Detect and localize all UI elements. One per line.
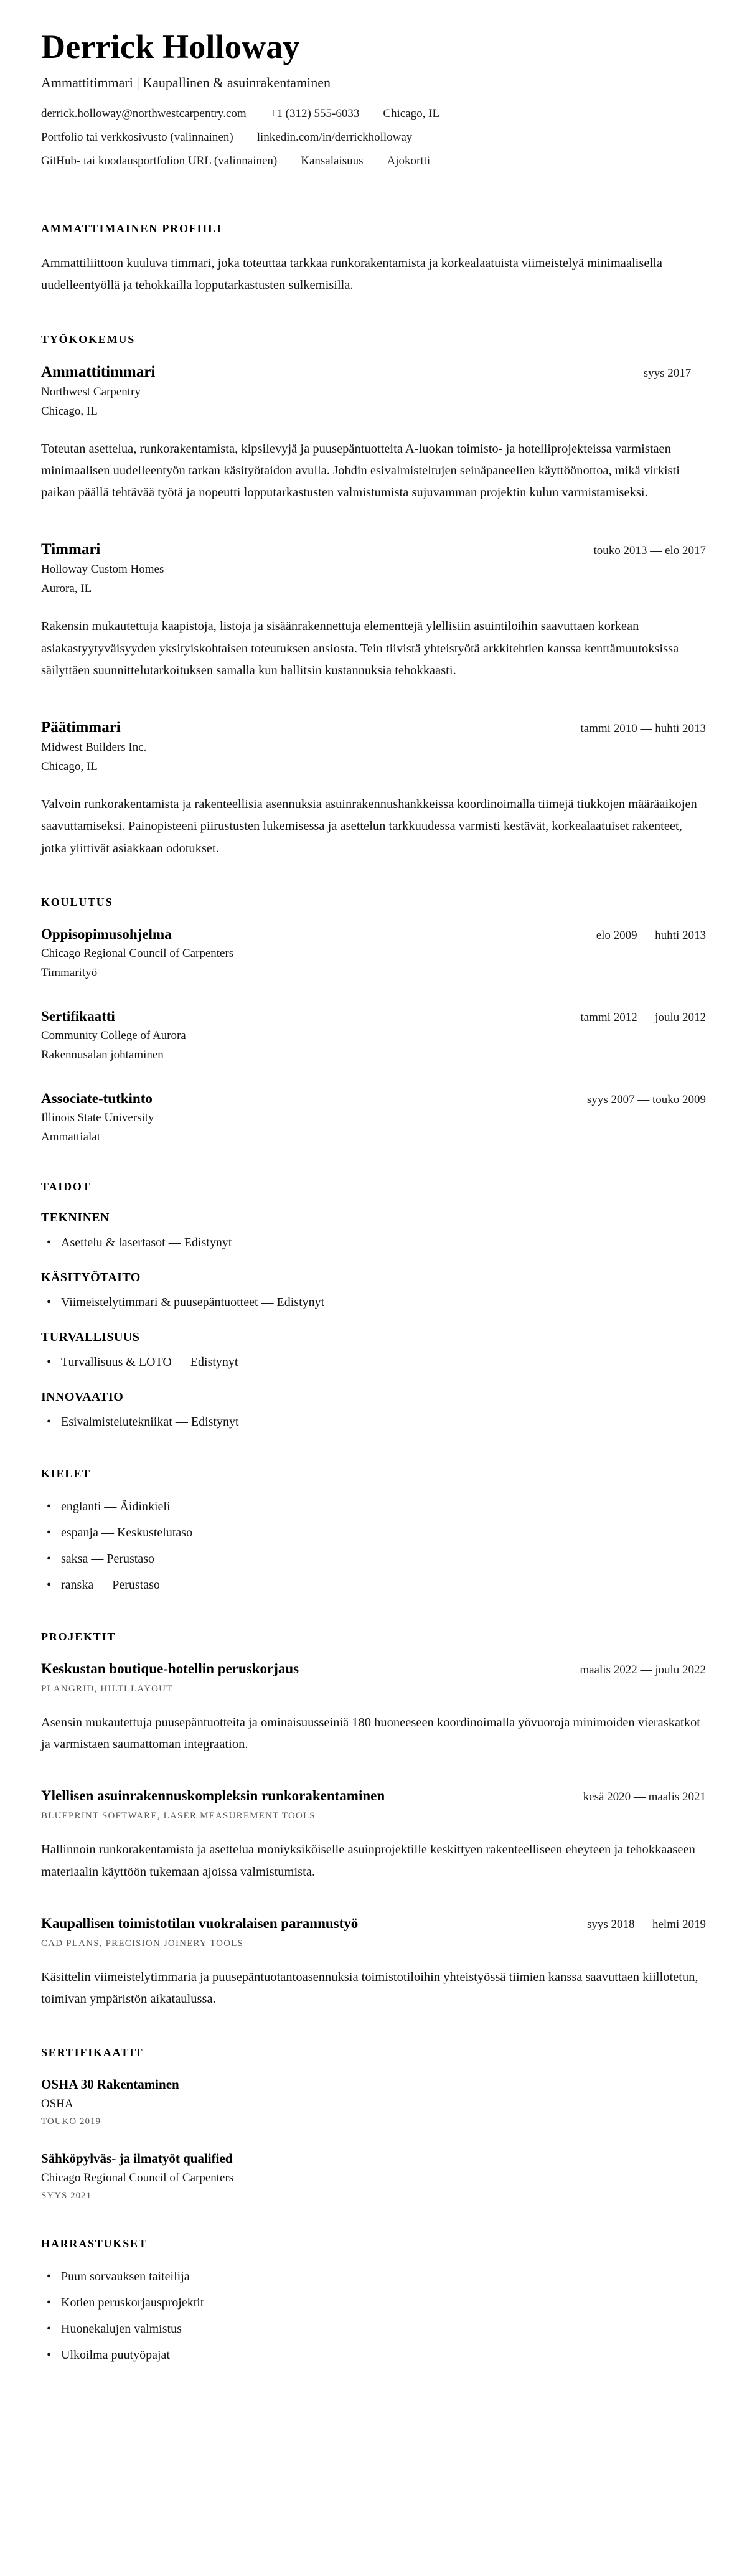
language-list [41, 1498, 706, 1594]
phone-number: +1 (312) 555-6033 [270, 107, 360, 120]
job-company: Holloway Custom Homes [41, 563, 164, 576]
linkedin-link[interactable]: linkedin.com/in/derrickholloway [256, 131, 413, 144]
language-item: • espanja — Keskustelutaso [41, 1524, 706, 1542]
certification-date: SYYS 2021 [41, 2191, 92, 2201]
job-location: Chicago, IL [41, 760, 98, 773]
certifications-heading: SERTIFIKAATIT [41, 2046, 144, 2059]
job-dates: touko 2013 — elo 2017 [593, 544, 706, 558]
project-tools: PLANGRID, HILTI LAYOUT [41, 1683, 173, 1694]
degree-title: Oppisopimusohjelma [41, 926, 172, 942]
language-item: • englanti — Äidinkieli [41, 1498, 706, 1516]
skill-list [41, 1234, 706, 1252]
portfolio-placeholder: Portfolio tai verkkosivusto (valinnainen) [41, 131, 233, 144]
project-description: Hallinnoin runkorakentamista ja asettelua moniyksiköiselle asuinprojektille keskittyen rakenteelliseen eheyteen ja tehokkaaseen materiaalin käyttöön tukemaan ajoissa valmistumista. [41, 1843, 695, 1879]
section-hobbies [41, 2237, 706, 2364]
email-link[interactable]: derrick.holloway@northwestcarpentry.com [41, 107, 247, 120]
skill-group [41, 1211, 706, 1252]
degree-title: Sertifikaatti [41, 1008, 115, 1024]
education-heading: KOULUTUS [41, 895, 113, 908]
job-header [41, 364, 706, 381]
certification-date: TOUKO 2019 [41, 2117, 101, 2127]
hobby-item: • Huonekalujen valmistus [41, 2320, 706, 2338]
project-dates: kesä 2020 — maalis 2021 [583, 1790, 706, 1804]
hobbies-heading: HARRASTUKSET [41, 2237, 148, 2250]
skill-list [41, 1353, 706, 1371]
education-dates: tammi 2012 — joulu 2012 [580, 1010, 706, 1024]
contact-row-3 [41, 154, 706, 168]
hobby-list [41, 2268, 706, 2364]
contact-row-2 [41, 131, 706, 144]
education-header [41, 926, 706, 942]
section-education [41, 896, 706, 1144]
skill-item: • Esivalmistelutekniikat — Edistynyt [41, 1413, 706, 1431]
job-description: Rakensin mukautettuja kaapistoja, listoja ja sisäänrakennettuja elementtejä ylellisiin asuintiloihin saavuttaen korkean asiakastyytyväisyyden yksityiskohtaisen toteutuksen ansiosta. Tein tiivistä yhteistyötä arkkitehtien kanssa kenttämuutoksissa säilyttäen suunnittelutarkoituksen samalla kun hallitsin kustannuksia tehokkaasti. [41, 619, 679, 677]
education-header [41, 1091, 706, 1107]
section-profile [41, 222, 706, 297]
project-title: Keskustan boutique-hotellin peruskorjaus [41, 1660, 299, 1676]
section-projects [41, 1630, 706, 2011]
contact-row-1 [41, 107, 706, 121]
project-title: Kaupallisen toimistotilan vuokralaisen parannustyö [41, 1915, 359, 1931]
education-entry [41, 1091, 706, 1144]
job-header [41, 719, 706, 736]
field-of-study: Ammattialat [41, 1130, 100, 1144]
job-entry [41, 364, 706, 504]
skill-list [41, 1413, 706, 1431]
language-item: • ranska — Perustaso [41, 1576, 706, 1594]
education-entry [41, 1008, 706, 1062]
citizenship-label: Kansalaisuus [301, 154, 364, 167]
education-dates: syys 2007 — touko 2009 [586, 1093, 706, 1106]
job-header [41, 541, 706, 558]
job-dates: syys 2017 — [643, 366, 706, 380]
job-description: Valvoin runkorakentamista ja rakenteellisia asennuksia asuinrakennushankkeissa koordinoimalla tiimejä tiukkojen määräaikojen saavuttamiseksi. Painopisteeni piirustusten lukemisessa ja asettelun tarkkuudessa varmisti kestävät, korkealaatuiset rakenteet, jotka ylittivät asiakkaan odotukset. [41, 797, 697, 855]
education-header [41, 1008, 706, 1025]
hobby-item: • Kotien peruskorjausprojektit [41, 2294, 706, 2312]
profile-heading: AMMATTIMAINEN PROFIILI [41, 222, 222, 235]
hobby-item: • Ulkoilma puutyöpajat [41, 2346, 706, 2364]
certification-entry [41, 2151, 706, 2201]
project-entry [41, 1661, 706, 1756]
job-title: Timmari [41, 541, 101, 558]
job-title: Ammattitimmari [41, 363, 156, 380]
project-entry [41, 1916, 706, 2011]
project-tools: BLUEPRINT SOFTWARE, LASER MEASUREMENT TOOLS [41, 1811, 316, 1822]
skill-group [41, 1330, 706, 1371]
skill-group-name: TEKNINEN [41, 1210, 110, 1225]
drivers-license-label: Ajokortti [387, 154, 431, 167]
resume-header [41, 27, 706, 186]
school-name: Illinois State University [41, 1111, 154, 1124]
skill-item: • Viimeistelytimmari & puusepäntuotteet — Edistynyt [41, 1294, 706, 1312]
project-entry [41, 1788, 706, 1883]
skill-group-name: INNOVAATIO [41, 1389, 124, 1404]
job-location: Aurora, IL [41, 582, 92, 596]
job-title: Päätimmari [41, 719, 121, 736]
education-entry [41, 926, 706, 980]
github-placeholder: GitHub- tai koodausportfolion URL (valinnainen) [41, 154, 278, 167]
certification-name: Sähköpylväs- ja ilmatyöt qualified [41, 2151, 233, 2166]
education-dates: elo 2009 — huhti 2013 [596, 928, 706, 942]
projects-heading: PROJEKTIT [41, 1630, 116, 1643]
job-dates: tammi 2010 — huhti 2013 [580, 722, 706, 735]
person-name: Derrick Holloway [41, 28, 300, 65]
field-of-study: Timmarityö [41, 966, 98, 979]
skill-group-name: TURVALLISUUS [41, 1330, 140, 1344]
skill-group [41, 1271, 706, 1312]
language-item: • saksa — Perustaso [41, 1550, 706, 1568]
field-of-study: Rakennusalan johtaminen [41, 1048, 164, 1061]
skill-group [41, 1390, 706, 1431]
section-certifications [41, 2046, 706, 2201]
certification-issuer: Chicago Regional Council of Carpenters [41, 2171, 234, 2185]
project-header [41, 1788, 706, 1804]
project-dates: maalis 2022 — joulu 2022 [580, 1663, 706, 1676]
school-name: Chicago Regional Council of Carpenters [41, 946, 234, 960]
skill-item: • Turvallisuus & LOTO — Edistynyt [41, 1353, 706, 1371]
location-text: Chicago, IL [383, 107, 440, 120]
project-title: Ylellisen asuinrakennuskompleksin runkorakentaminen [41, 1788, 385, 1804]
job-description: Toteutan asettelua, runkorakentamista, kipsilevyjä ja puusepäntuotteita A-luokan toimisto- ja hotelliprojekteissa varmistaen minimaalisen uudelleentyön tarkan käsityötaidon avulla. Johdin esivalmisteltujen seinäpaneelien käyttöönottoa, mikä virkisti paikan päällä tehtävää työtä ja nopeutti lopputarkastusten valmistumista sujuvamman projektin kulun varmistamiseksi. [41, 441, 680, 499]
job-location: Chicago, IL [41, 404, 98, 418]
certification-entry [41, 2077, 706, 2127]
skill-group-name: KÄSITYÖTAITO [41, 1270, 141, 1284]
project-description: Käsittelin viimeistelytimmaria ja puusepäntuotantoasennuksia toimistotiloihin yhteistyössä tiimien kanssa saavuttaen kiillotetun, toimivan ympäristön aikataulussa. [41, 1970, 698, 2006]
skill-item: • Asettelu & lasertasot — Edistynyt [41, 1234, 706, 1252]
certification-issuer: OSHA [41, 2097, 73, 2111]
section-skills [41, 1180, 706, 1431]
hobby-item: • Puun sorvauksen taiteilija [41, 2268, 706, 2286]
job-company: Midwest Builders Inc. [41, 741, 147, 754]
job-entry [41, 541, 706, 682]
profile-text: Ammattiliittoon kuuluva timmari, joka toteuttaa tarkkaa runkorakentamista ja korkealaatuista viimeistelyä minimaalisella uudelleentyöllä ja tehokkailla lopputarkastusten sulkemisilla. [41, 256, 662, 293]
certification-name: OSHA 30 Rakentaminen [41, 2077, 179, 2092]
degree-title: Associate-tutkinto [41, 1090, 153, 1106]
section-experience [41, 333, 706, 860]
school-name: Community College of Aurora [41, 1028, 186, 1042]
section-languages [41, 1467, 706, 1594]
skill-list [41, 1294, 706, 1312]
project-header [41, 1661, 706, 1677]
headline: Ammattitimmari | Kaupallinen & asuinrakentaminen [41, 75, 331, 90]
languages-heading: KIELET [41, 1467, 91, 1480]
project-tools: CAD PLANS, PRECISION JOINERY TOOLS [41, 1938, 244, 1948]
job-entry [41, 719, 706, 860]
experience-heading: TYÖKOKEMUS [41, 332, 136, 346]
project-description: Asensin mukautettuja puusepäntuotteita ja ominaisuusseiniä 180 huoneeseen koordinoimalla yövuoroja minimoiden vieraskatkot ja varmistaen saumattoman integraation. [41, 1715, 700, 1751]
job-company: Northwest Carpentry [41, 385, 141, 398]
project-dates: syys 2018 — helmi 2019 [586, 1917, 706, 1931]
skills-heading: TAIDOT [41, 1180, 92, 1193]
project-header [41, 1916, 706, 1932]
